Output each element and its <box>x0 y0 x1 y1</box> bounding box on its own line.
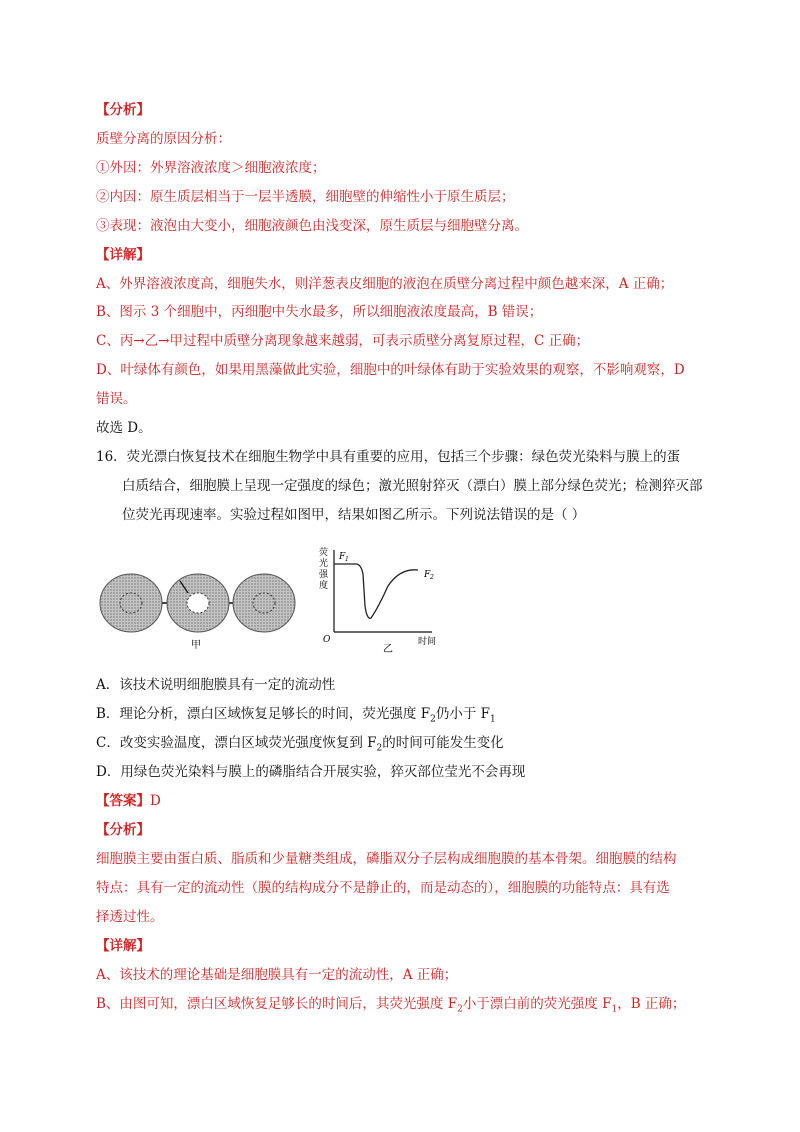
analysis-line: 择透过性。 <box>96 909 164 925</box>
detail-line: A、外界溶液浓度高，细胞失水，则洋葱表皮细胞的液泡在质壁分离过程中颜色越来深，A 正确； <box>96 276 674 292</box>
detail-heading: 【详解】 <box>96 247 150 263</box>
detail-heading: 【详解】 <box>96 938 150 954</box>
conclusion: 故选 D。 <box>96 420 152 436</box>
detail-line: B、图示 3 个细胞中，丙细胞中失水最多，所以细胞液浓度最高，B 错误； <box>96 304 543 320</box>
detail-line: B、由图可知，漂白区域恢复足够长的时间后，其荧光强度 $F_2$小于漂白前的荧光强度 $F_1$，B 正确； <box>96 996 686 1015</box>
cell-bleached <box>167 574 229 632</box>
option-d: D．用绿色荧光染料与膜上的磷脂结合开展实验，猝灭部位莹光不会再现 <box>96 764 526 780</box>
y-axis-label: 度 <box>319 581 329 591</box>
y-axis-label: 荧 <box>319 548 329 558</box>
svg-text:F: F <box>424 570 431 580</box>
figure-yi-label: 乙 <box>383 644 393 654</box>
svg-text:F: F <box>339 552 346 562</box>
question-stem: 位荧光再现速率。实验过程如图甲，结果如图乙所示。下列说法错误的是（ ） <box>122 507 586 523</box>
answer-line <box>96 791 161 811</box>
analysis-line: 特点：具有一定的流动性（膜的结构成分不是静止的，而是动态的），细胞膜的功能特点：具有选 <box>96 880 670 896</box>
cell-recovered <box>233 574 295 632</box>
figure-jia <box>98 562 298 654</box>
answer-value: D <box>150 793 161 809</box>
cell-before-bleach <box>100 574 162 632</box>
x-axis-label: 时间 <box>418 637 437 647</box>
option-b: B．理论分析，漂白区域恢复足够长的时间，荧光强度 $F_2$仍小于 $F_1$ <box>96 706 496 725</box>
question-stem: 白质结合，细胞膜上呈现一定强度的绿色；激光照射猝灭（漂白）膜上部分绿色荧光；检测猝灭部 <box>122 478 703 494</box>
detail-line: C、丙→乙→甲过程中质壁分离现象越来越弱，可表示质壁分离复原过程，C 正确； <box>96 333 590 349</box>
y-axis-label: 强 <box>319 570 329 580</box>
fluorescence-curve <box>334 564 418 618</box>
analysis-line: ③表现：液泡由大变小，细胞液颜色由浅变深，原生质层与细胞壁分离。 <box>96 218 528 234</box>
analysis-heading: 【分析】 <box>96 822 150 838</box>
origin-label: O <box>323 635 331 645</box>
f2-label <box>423 570 434 581</box>
analysis-line: 细胞膜主要由蛋白质、脂质和少量糖类组成，磷脂双分子层构成细胞膜的基本骨架。细胞膜的结构 <box>96 851 677 867</box>
answer-heading: 【答案】 <box>96 793 150 809</box>
option-c: C．改变实验温度，漂白区域荧光强度恢复到 $F_2$的时间可能发生变化 <box>96 735 504 754</box>
svg-text:1: 1 <box>345 556 349 563</box>
y-axis-label: 光 <box>319 559 329 569</box>
question-stem: 16．荧光漂白恢复技术在细胞生物学中具有重要的应用，包括三个步骤：绿色荧光染料与膜上的蛋 <box>96 449 681 465</box>
svg-text:2: 2 <box>430 574 434 581</box>
f1-label <box>338 552 349 563</box>
figure-jia-label: 甲 <box>191 640 201 651</box>
option-a: A．该技术说明细胞膜具有一定的流动性 <box>96 677 336 693</box>
analysis-heading: 【分析】 <box>96 102 150 118</box>
analysis-line: ②内因：原生质层相当于一层半透膜，细胞壁的伸缩性小于原生质层； <box>96 189 515 205</box>
detail-line: A、该技术的理论基础是细胞膜具有一定的流动性，A 正确； <box>96 967 458 983</box>
detail-line: D、叶绿体有颜色，如果用黑藻做此实验，细胞中的叶绿体有助于实验效果的观察，不影响观察，D <box>96 362 685 378</box>
analysis-line: 质壁分离的原因分析： <box>96 131 231 147</box>
detail-line: 错误。 <box>96 391 137 407</box>
analysis-line: ①外因：外界溶液浓度＞细胞液浓度； <box>96 160 326 176</box>
figure-yi <box>308 546 448 654</box>
